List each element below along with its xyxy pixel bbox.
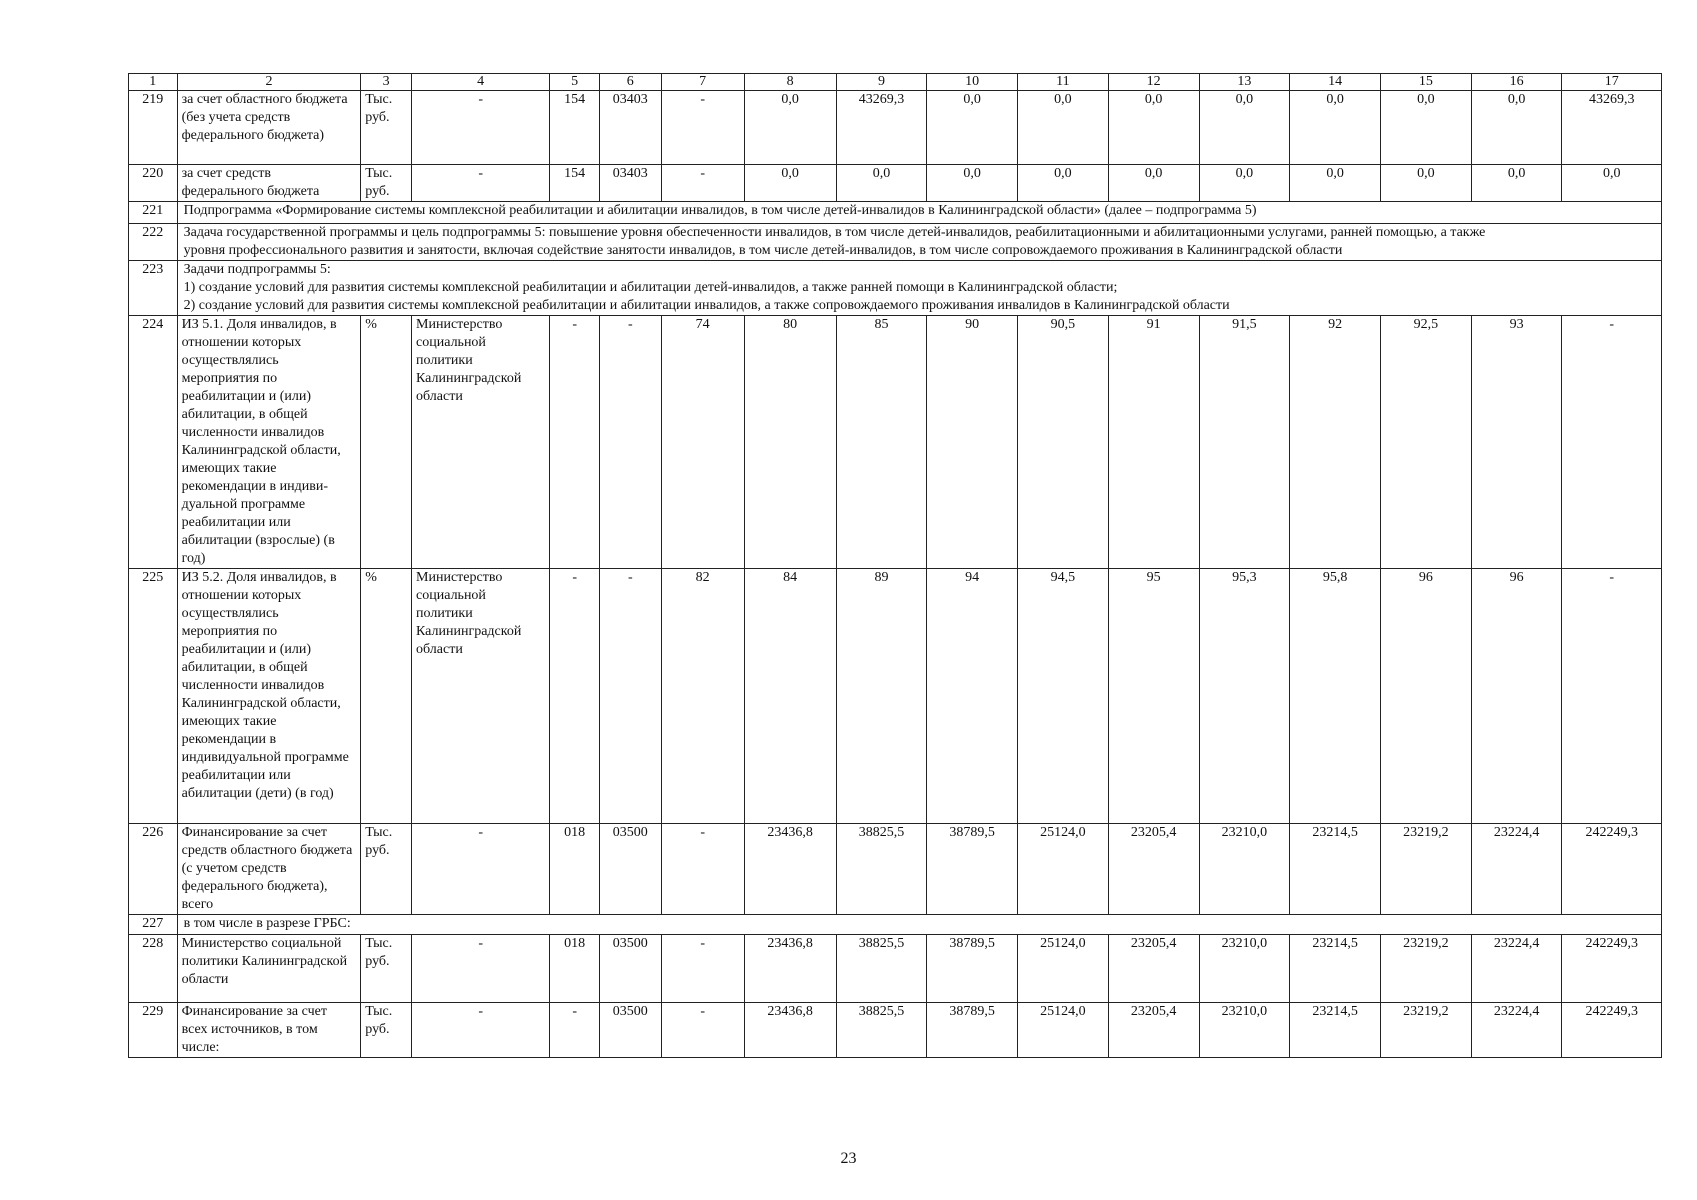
value-cell: 0,0 [1290,165,1381,202]
value-cell: 0,0 [1471,165,1562,202]
unit-cell: Тыс. руб. [361,1003,412,1058]
value-cell: 25124,0 [1018,935,1109,1003]
grbs-code-cell: 018 [550,935,600,1003]
value-cell: 0,0 [1018,165,1109,202]
value-cell: 23436,8 [744,824,836,915]
value-cell: 82 [661,569,744,824]
table-row [129,224,1662,261]
column-number-cell: 2 [177,74,361,91]
column-number-cell: 16 [1471,74,1562,91]
table-row [129,316,1662,569]
responsible-cell: - [412,165,550,202]
row-number-cell: 226 [129,824,178,915]
section-text-line: Задачи подпрограммы 5: [183,262,331,277]
program-code-cell: 03403 [600,165,662,202]
grbs-code-cell: 154 [550,165,600,202]
value-cell: 80 [744,316,836,569]
value-cell: 23219,2 [1380,824,1471,915]
table-row [129,1003,1662,1058]
value-cell: 23205,4 [1108,824,1199,915]
value-cell: 92,5 [1380,316,1471,569]
section-text-line: в том числе в разрезе ГРБС: [183,916,351,931]
value-cell: 0,0 [836,165,927,202]
indicator-name-cell: Финансирование за счет средств областного бюджета (с учетом средств федерального бюджета), всего [177,824,361,915]
value-cell: 23219,2 [1380,1003,1471,1058]
section-title-cell [177,224,1661,261]
grbs-code-cell: 154 [550,91,600,165]
row-number-cell: 228 [129,935,178,1003]
value-cell: 0,0 [1380,91,1471,165]
program-code-cell: - [600,569,662,824]
grbs-code-cell: 018 [550,824,600,915]
program-indicators-table [128,73,1662,1058]
value-cell: 95 [1108,569,1199,824]
column-number-cell: 8 [744,74,836,91]
table-row [129,165,1662,202]
value-cell: 25124,0 [1018,824,1109,915]
indicator-name-cell: за счет областного бюджета (без учета средств федерального бюджета) [177,91,361,165]
column-number-cell: 5 [550,74,600,91]
total-cell: 0,0 [1562,165,1662,202]
column-number-cell: 13 [1199,74,1290,91]
total-cell: 242249,3 [1562,1003,1662,1058]
section-text-line: 1) создание условий для развития системы комплексной реабилитации и абилитации детей-инвалидов, а также ранней помощи в Калининградской области; [183,280,1118,295]
value-cell: - [661,935,744,1003]
row-number-cell: 220 [129,165,178,202]
responsible-cell: - [412,1003,550,1058]
value-cell: 23436,8 [744,1003,836,1058]
value-cell: 23205,4 [1108,1003,1199,1058]
row-number-cell: 222 [129,224,178,261]
value-cell: 95,3 [1199,569,1290,824]
total-cell: 43269,3 [1562,91,1662,165]
section-text-line: Подпрограмма «Формирование системы комплексной реабилитации и абилитации инвалидов, в том числе детей-инвалидов в Калининградской области» (далее – подпрограмма 5) [183,203,1257,218]
row-number-cell: 229 [129,1003,178,1058]
unit-cell: % [361,316,412,569]
value-cell: 23219,2 [1380,935,1471,1003]
responsible-cell: - [412,824,550,915]
column-number-cell: 6 [600,74,662,91]
value-cell: 90,5 [1018,316,1109,569]
table-row [129,935,1662,1003]
value-cell: 91,5 [1199,316,1290,569]
value-cell: 38825,5 [836,935,927,1003]
value-cell: 85 [836,316,927,569]
table-row [129,569,1662,824]
section-text-line: Задача государственной программы и цель подпрограммы 5: повышение уровня обеспеченности инвалидов, в том числе детей-инвалидов, реабилитационными и абилитационными услугами, ранней помощью, а также [183,225,1486,240]
value-cell: 25124,0 [1018,1003,1109,1058]
column-number-cell: 10 [927,74,1018,91]
program-code-cell: 03500 [600,824,662,915]
table-row [129,915,1662,935]
row-number-cell: 227 [129,915,178,935]
table-row [129,202,1662,224]
responsible-cell: Министерство социальной политики Калининградской области [412,316,550,569]
value-cell: 38789,5 [927,935,1018,1003]
value-cell: 23214,5 [1290,935,1381,1003]
column-number-cell: 9 [836,74,927,91]
indicator-name-cell: ИЗ 5.1. Доля инвалидов, в отношении которых осуществлялись мероприятия по реабилитации и (или) абилитации, в общей численности инвалидов Калининградской области, имеющих такие рекомендации в индиви-дуальной программе реабилитации или абилитации (взрослые) (в год) [177,316,361,569]
column-number-cell: 12 [1108,74,1199,91]
value-cell: 38789,5 [927,824,1018,915]
value-cell: 0,0 [1108,165,1199,202]
budget-table-sheet [128,73,1662,1058]
responsible-cell: - [412,91,550,165]
value-cell: 93 [1471,316,1562,569]
unit-cell: % [361,569,412,824]
total-cell: - [1562,316,1662,569]
value-cell: 89 [836,569,927,824]
unit-cell: Тыс. руб. [361,165,412,202]
value-cell: 0,0 [1199,91,1290,165]
grbs-code-cell: - [550,316,600,569]
row-number-cell: 224 [129,316,178,569]
indicator-name-cell: ИЗ 5.2. Доля инвалидов, в отношении которых осуществлялись мероприятия по реабилитации и (или) абилитации, в общей численности инвалидов Калининградской области, имеющих такие рекомендации в индивидуальной программе реабилитации или абилитации (дети) (в год) [177,569,361,824]
column-number-cell: 1 [129,74,178,91]
value-cell: 23436,8 [744,935,836,1003]
value-cell: 23205,4 [1108,935,1199,1003]
section-title-cell [177,261,1661,316]
value-cell: 0,0 [1108,91,1199,165]
row-number-cell: 219 [129,91,178,165]
value-cell: 38825,5 [836,1003,927,1058]
section-title-cell [177,202,1661,224]
value-cell: 94 [927,569,1018,824]
value-cell: 74 [661,316,744,569]
value-cell: 0,0 [1199,165,1290,202]
responsible-cell: Министерство социальной политики Калининградской области [412,569,550,824]
program-code-cell: 03500 [600,935,662,1003]
value-cell: 23210,0 [1199,935,1290,1003]
value-cell: - [661,165,744,202]
value-cell: 95,8 [1290,569,1381,824]
indicator-name-cell: Министерство социальной политики Калининградской области [177,935,361,1003]
unit-cell: Тыс. руб. [361,824,412,915]
total-cell: 242249,3 [1562,824,1662,915]
column-number-cell: 3 [361,74,412,91]
column-number-cell: 4 [412,74,550,91]
section-text-line: 2) создание условий для развития системы комплексной реабилитации и абилитации инвалидов, а также сопровождаемого проживания инвалидов в Калининградской области [183,298,1230,313]
value-cell: 94,5 [1018,569,1109,824]
value-cell: 96 [1471,569,1562,824]
table-row [129,824,1662,915]
value-cell: 43269,3 [836,91,927,165]
value-cell: 90 [927,316,1018,569]
value-cell: 38789,5 [927,1003,1018,1058]
value-cell: 23214,5 [1290,824,1381,915]
value-cell: 23224,4 [1471,935,1562,1003]
value-cell: 0,0 [927,91,1018,165]
value-cell: 0,0 [1471,91,1562,165]
program-code-cell: 03403 [600,91,662,165]
value-cell: 91 [1108,316,1199,569]
value-cell: 0,0 [1290,91,1381,165]
unit-cell: Тыс. руб. [361,935,412,1003]
program-code-cell: 03500 [600,1003,662,1058]
value-cell: - [661,824,744,915]
column-number-cell: 17 [1562,74,1662,91]
page-number: 23 [840,1150,857,1167]
column-number-header-row [129,74,1662,91]
table-row [129,261,1662,316]
column-number-cell: 7 [661,74,744,91]
grbs-code-cell: - [550,569,600,824]
value-cell: 38825,5 [836,824,927,915]
value-cell: 92 [1290,316,1381,569]
program-code-cell: - [600,316,662,569]
value-cell: 23224,4 [1471,1003,1562,1058]
responsible-cell: - [412,935,550,1003]
column-number-cell: 15 [1380,74,1471,91]
unit-cell: Тыс. руб. [361,91,412,165]
value-cell: 84 [744,569,836,824]
grbs-code-cell: - [550,1003,600,1058]
table-body [129,74,1662,1058]
value-cell: - [661,1003,744,1058]
value-cell: - [661,91,744,165]
value-cell: 23214,5 [1290,1003,1381,1058]
column-number-cell: 11 [1018,74,1109,91]
value-cell: 23224,4 [1471,824,1562,915]
row-number-cell: 225 [129,569,178,824]
indicator-name-cell: за счет средств федерального бюджета [177,165,361,202]
column-number-cell: 14 [1290,74,1381,91]
section-title-cell [177,915,1661,935]
total-cell: 242249,3 [1562,935,1662,1003]
section-text-line: уровня профессионального развития и занятости, включая содействие занятости инвалидов, в том числе детей-инвалидов, в том числе сопровождаемого проживания в Калининградской области [183,243,1343,258]
row-number-cell: 221 [129,202,178,224]
value-cell: 0,0 [744,91,836,165]
value-cell: 0,0 [927,165,1018,202]
table-row [129,91,1662,165]
indicator-name-cell: Финансирование за счет всех источников, в том числе: [177,1003,361,1058]
value-cell: 23210,0 [1199,824,1290,915]
value-cell: 0,0 [1380,165,1471,202]
row-number-cell: 223 [129,261,178,316]
value-cell: 0,0 [744,165,836,202]
value-cell: 0,0 [1018,91,1109,165]
value-cell: 23210,0 [1199,1003,1290,1058]
value-cell: 96 [1380,569,1471,824]
total-cell: - [1562,569,1662,824]
